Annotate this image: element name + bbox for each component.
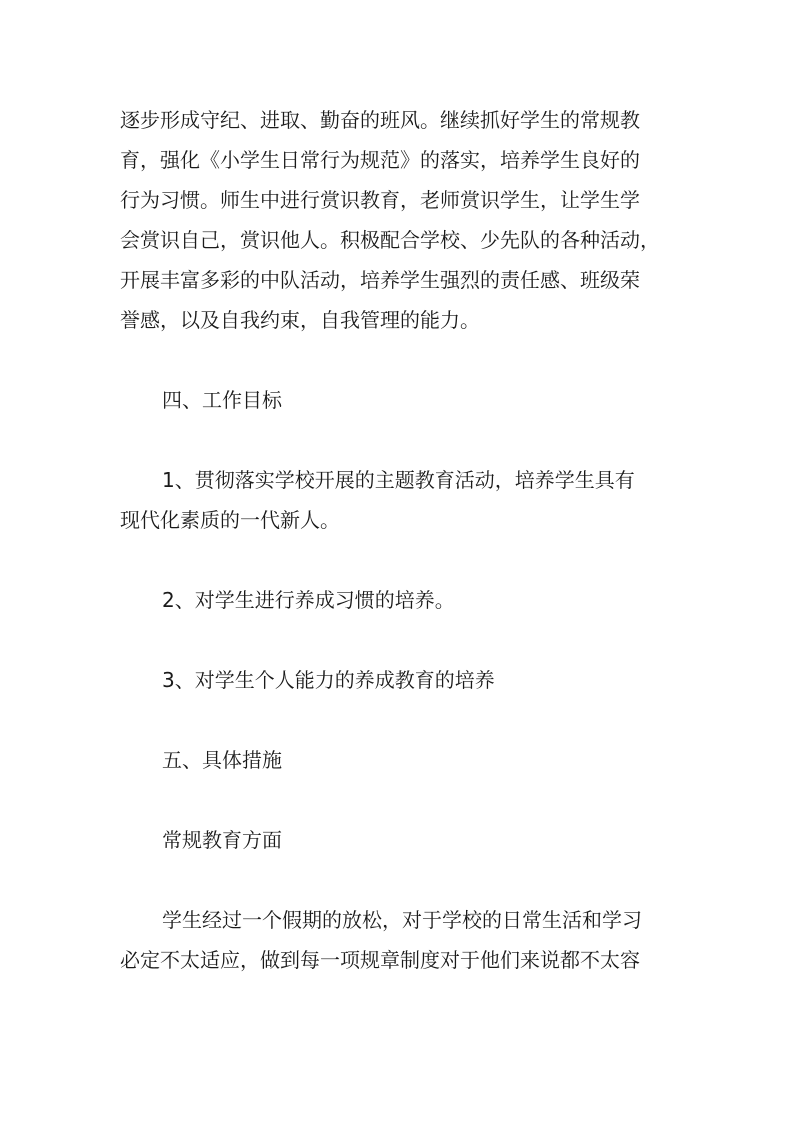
- text-line: 行为习惯。师生中进行赏识教育，老师赏识学生，让学生学: [120, 188, 640, 212]
- text-line: 誉感，以及自我约束，自我管理的能力。: [120, 308, 480, 332]
- subheading-routine-education: 常规教育方面: [162, 828, 282, 852]
- text-line: 1、贯彻落实学校开展的主题教育活动，培养学生具有: [162, 468, 635, 492]
- goal-item-3: 3、对学生个人能力的养成教育的培养: [162, 668, 495, 692]
- text-line: 逐步形成守纪、进取、勤奋的班风。继续抓好学生的常规教: [120, 108, 640, 132]
- goal-item-2: 2、对学生进行养成习惯的培养。: [162, 588, 455, 612]
- section-heading-measures: 五、具体措施: [162, 748, 282, 772]
- section-heading-work-goals: 四、工作目标: [162, 388, 282, 412]
- text-line: 育，强化《小学生日常行为规范》的落实，培养学生良好的: [120, 148, 640, 172]
- text-line: 现代化素质的一代新人。: [120, 508, 340, 532]
- text-line: 开展丰富多彩的中队活动，培养学生强烈的责任感、班级荣: [120, 268, 640, 292]
- text-line: 必定不太适应，做到每一项规章制度对于他们来说都不太容: [120, 948, 640, 972]
- text-line: 学生经过一个假期的放松，对于学校的日常生活和学习: [162, 908, 642, 932]
- text-line: 会赏识自己，赏识他人。积极配合学校、少先队的各种活动，: [120, 228, 660, 252]
